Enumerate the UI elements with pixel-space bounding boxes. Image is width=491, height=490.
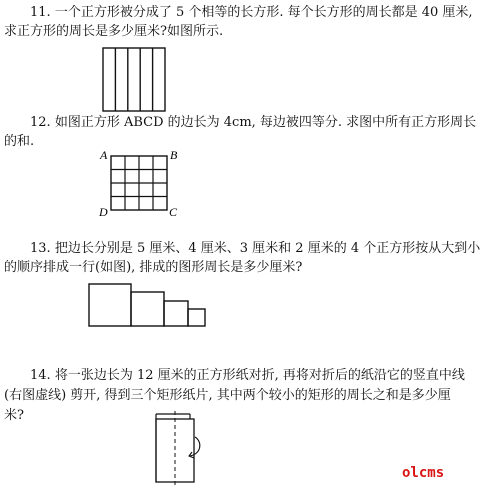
four-squares-figure [86,282,210,330]
grid-square-figure [98,146,182,218]
problem-13-number: 13. [30,241,51,256]
problem-11-line-1 [30,4,473,21]
label-c: C [169,205,178,218]
problem-13-line-2: 的顺序排成一行(如图), 排成的图形周长是多少厘米? [4,260,303,275]
problem-13-line-1 [30,240,480,257]
problem-14-line-3: 米? [4,408,24,423]
problem-12-number: 12. [30,115,51,130]
problem-11-text-1: 一个正方形被分成了 5 个相等的长方形. 每个长方形的周长都是 40 厘米, [54,5,473,20]
problem-11-line-2: 求正方形的周长是多少厘米?如图所示. [4,24,224,39]
problem-14-line-2: (右图虚线) 剪开, 得到三个矩形纸片, 其中两个较小的矩形的周长之和是多少厘 [4,388,451,403]
label-b: B [170,148,178,162]
problem-13-text-1: 把边长分别是 5 厘米、4 厘米、3 厘米和 2 厘米的 4 个正方形按从大到小 [54,241,481,256]
problem-14-number: 14. [30,368,51,383]
label-a: A [100,148,108,162]
problem-14-line-1 [30,367,465,384]
problem-14-text-1: 将一张边长为 12 厘米的正方形纸对折, 再将对折后的纸沿它的竖直中线 [54,368,465,383]
label-d: D [99,205,108,218]
five-rectangles-figure [100,46,170,116]
problem-12-text-1: 如图正方形 ABCD 的边长为 4cm, 每边被四等分. 求图中所有正方形周长 [54,115,477,130]
problem-11-number: 11. [30,5,51,20]
problem-12-line-2: 的和. [4,134,35,149]
problem-12-line-1 [30,114,476,131]
folded-paper-figure [146,410,206,488]
watermark: olcms [402,465,445,481]
